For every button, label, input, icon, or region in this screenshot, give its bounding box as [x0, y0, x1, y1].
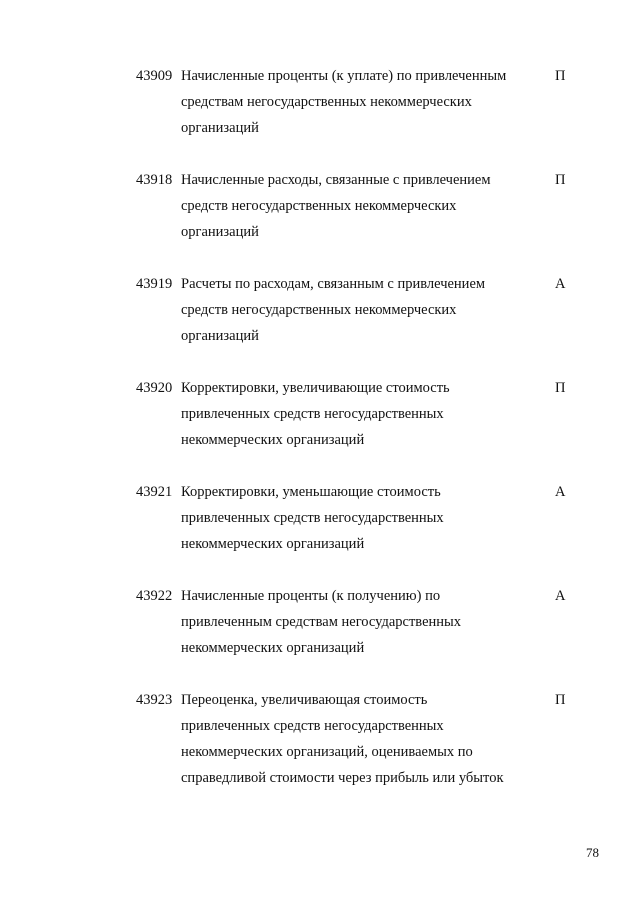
- description-line: Начисленные проценты (к получению) по: [181, 588, 441, 604]
- account-type: П: [555, 172, 566, 188]
- description-line: Переоценка, увеличивающая стоимость: [181, 692, 428, 708]
- description-line: некоммерческих организаций: [181, 640, 365, 656]
- account-type: А: [555, 588, 566, 604]
- account-description: [181, 63, 546, 141]
- description-line: средств негосударственных некоммерческих: [181, 198, 457, 214]
- account-type: А: [555, 484, 566, 500]
- account-type: П: [555, 380, 566, 396]
- account-description: [181, 583, 546, 661]
- account-code: 43919: [136, 276, 173, 292]
- account-type: П: [555, 692, 566, 708]
- account-description: [181, 271, 546, 349]
- account-entry: [0, 687, 640, 791]
- description-line: организаций: [181, 224, 259, 240]
- description-line: некоммерческих организаций: [181, 536, 365, 552]
- description-line: привлеченных средств негосударственных: [181, 510, 444, 526]
- account-code: 43922: [136, 588, 173, 604]
- account-entry: [0, 375, 640, 479]
- description-line: некоммерческих организаций, оцениваемых по: [181, 744, 473, 760]
- page-number: 78: [586, 845, 599, 860]
- account-description: [181, 167, 546, 245]
- account-code: 43923: [136, 692, 173, 708]
- account-entry: [0, 63, 640, 167]
- description-line: Начисленные расходы, связанные с привлечением: [181, 172, 491, 188]
- account-entries-list: [0, 63, 640, 791]
- account-entry: [0, 271, 640, 375]
- account-type: А: [555, 276, 566, 292]
- description-line: организаций: [181, 328, 259, 344]
- description-line: привлеченных средств негосударственных: [181, 406, 444, 422]
- description-line: средствам негосударственных некоммерческих: [181, 94, 472, 110]
- description-line: Корректировки, уменьшающие стоимость: [181, 484, 441, 500]
- account-type: П: [555, 68, 566, 84]
- account-entry: [0, 167, 640, 271]
- account-code: 43909: [136, 68, 173, 84]
- description-line: привлеченных средств негосударственных: [181, 718, 444, 734]
- description-line: Начисленные проценты (к уплате) по привлеченным: [181, 68, 507, 84]
- account-description: [181, 375, 546, 453]
- account-code: 43920: [136, 380, 173, 396]
- account-code: 43921: [136, 484, 173, 500]
- description-line: Корректировки, увеличивающие стоимость: [181, 380, 450, 396]
- description-line: справедливой стоимости через прибыль или убыток: [181, 770, 504, 786]
- account-entry: [0, 479, 640, 583]
- description-line: Расчеты по расходам, связанным с привлечением: [181, 276, 486, 292]
- account-description: [181, 687, 546, 791]
- account-description: [181, 479, 546, 557]
- description-line: привлеченным средствам негосударственных: [181, 614, 462, 630]
- description-line: средств негосударственных некоммерческих: [181, 302, 457, 318]
- account-code: 43918: [136, 172, 173, 188]
- description-line: некоммерческих организаций: [181, 432, 365, 448]
- account-entry: [0, 583, 640, 687]
- description-line: организаций: [181, 120, 259, 136]
